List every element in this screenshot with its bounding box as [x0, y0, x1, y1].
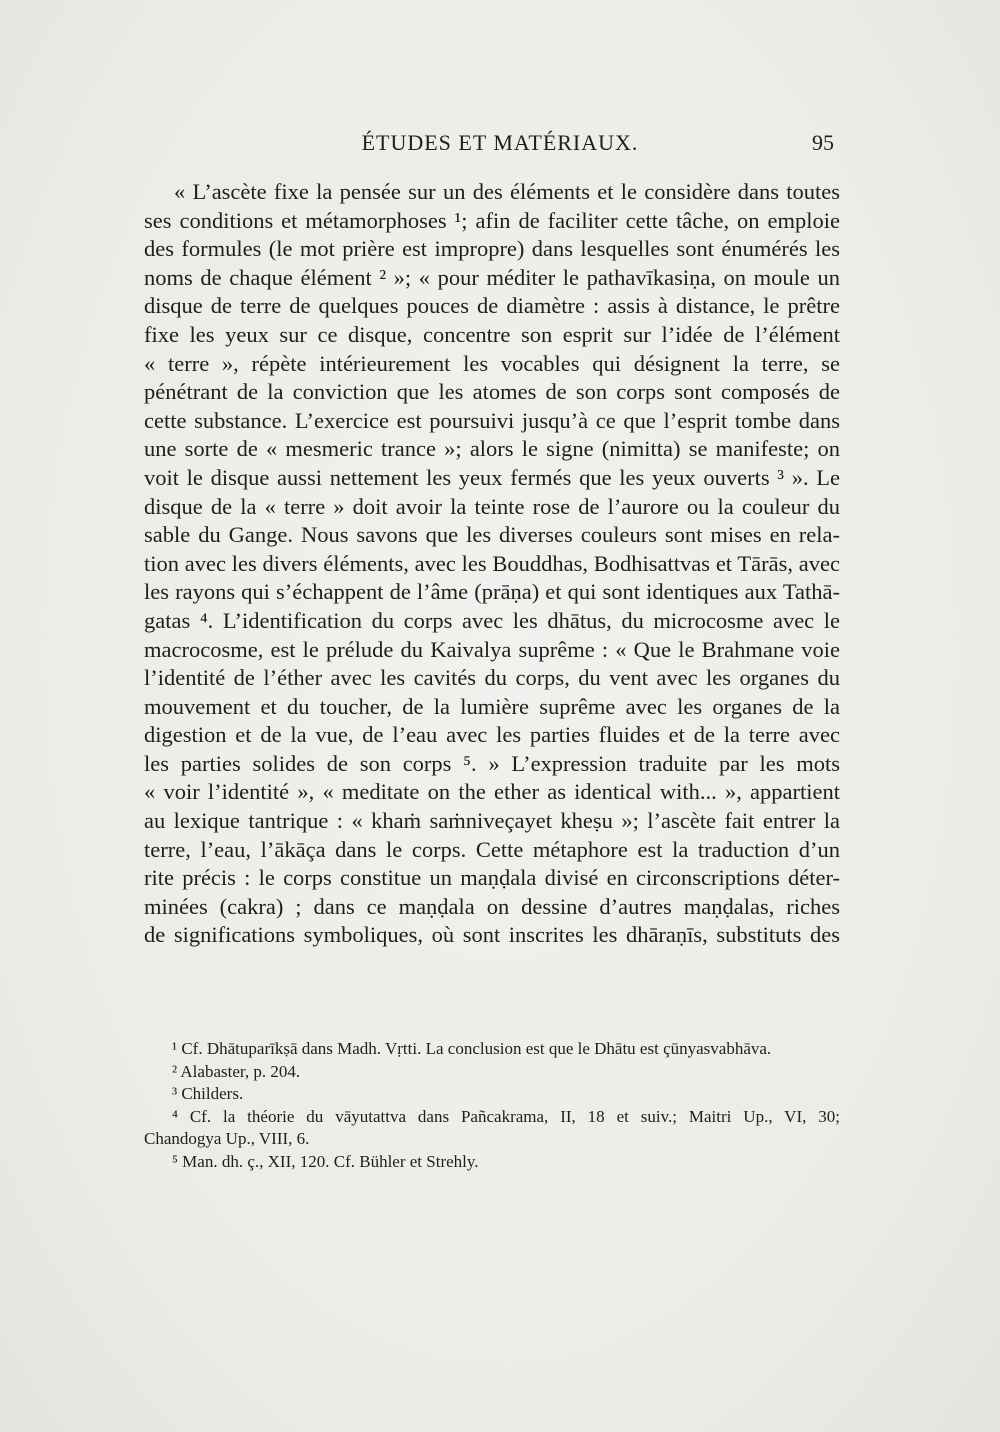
body-line: fixe les yeux sur ce disque, concentre son esprit sur l’idée de l’élément [144, 321, 840, 347]
body-line: « terre », répète intérieurement les vocables qui désignent la terre, se [144, 350, 840, 376]
body-line: rite précis : le corps constitue un maṇḍala divisé en circonscriptions déter- [144, 865, 840, 891]
body-line: disque de la « terre » doit avoir la teinte rose de l’aurore ou la couleur du [144, 493, 840, 519]
footnote-2: ² Alabaster, p. 204. [172, 1061, 301, 1081]
body-line: disque de terre de quelques pouces de diamètre : assis à distance, le prêtre [144, 293, 840, 319]
body-line: cette substance. L’exercice est poursuivi jusqu’à ce que l’esprit tombe dans [144, 407, 840, 433]
body-line: tion avec les divers éléments, avec les Bouddhas, Bodhisattvas et Tārās, avec [144, 550, 840, 576]
body-line: macrocosme, est le prélude du Kaivalya suprême : « Que le Brahmane voie [144, 636, 840, 662]
body-line: une sorte de « mesmeric trance »; alors le signe (nimitta) se manifeste; on [144, 436, 840, 462]
page-number: 95 [812, 130, 834, 155]
body-line: mouvement et du toucher, de la lumière suprême avec les organes de la [144, 693, 840, 719]
body-line: « L’ascète fixe la pensée sur un des éléments et le considère dans toutes [174, 179, 840, 204]
body-line: noms de chaque élément ² »; « pour méditer le pathavīkasiṇa, on moule un [144, 264, 840, 290]
body-line: ses conditions et métamorphoses ¹; afin de faciliter cette tâche, on emploie [144, 207, 840, 233]
body-line: digestion et de la vue, de l’eau avec les parties fluides et de la terre avec [144, 722, 840, 748]
body-line: voit le disque aussi nettement les yeux fermés que les yeux ouverts ³ ». Le [144, 464, 840, 490]
body-line: minées (cakra) ; dans ce maṇḍala on dessine d’autres maṇḍalas, riches [144, 893, 840, 919]
body-line: de significations symboliques, où sont inscrites les dhāraṇīs, substituts des [144, 922, 840, 948]
footnote-4-continued: Chandogya Up., VIII, 6. [144, 1129, 310, 1148]
footnote-1: ¹ Cf. Dhātuparīkṣā dans Madh. Vṛtti. La conclusion est que le Dhātu est çūnyasvabhāva. [172, 1039, 772, 1058]
body-line: gatas ⁴. L’identification du corps avec les dhātus, du microcosme avec le [144, 607, 840, 633]
body-line: des formules (le mot prière est impropre) dans lesquelles sont énumérés les [144, 236, 840, 262]
footnotes [144, 1038, 840, 1173]
body-text [144, 178, 840, 950]
body-line: les rayons qui s’échappent de l’âme (prāṇa) et qui sont identiques aux Tathā- [144, 579, 840, 605]
body-line: l’identité de l’éther avec les cavités du corps, du vent avec les organes du [144, 665, 840, 691]
body-line: pénétrant de la conviction que les atomes de son corps sont composés de [144, 379, 840, 405]
footnote-3: ³ Childers. [172, 1084, 244, 1103]
footnote-4: ⁴ Cf. la théorie du vāyutattva dans Pañcakrama, II, 18 et suiv.; Maitri Up., VI, 30; [172, 1106, 840, 1126]
body-line: au lexique tantrique : « khaṁ saṁniveçayet kheṣu »; l’ascète fait entrer la [144, 808, 840, 834]
running-title: ÉTUDES ET MATÉRIAUX. [361, 130, 639, 155]
footnote-5: ⁵ Man. dh. ç., XII, 120. Cf. Bühler et Strehly. [172, 1151, 479, 1171]
body-line: sable du Gange. Nous savons que les diverses couleurs sont mises en rela- [144, 522, 840, 548]
body-line: « voir l’identité », « meditate on the ether as identical with... », appartient [144, 779, 840, 805]
body-line: les parties solides de son corps ⁵. » L’expression traduite par les mots [144, 750, 840, 776]
body-line: terre, l’eau, l’ākāça dans le corps. Cette métaphore est la traduction d’un [144, 836, 840, 862]
